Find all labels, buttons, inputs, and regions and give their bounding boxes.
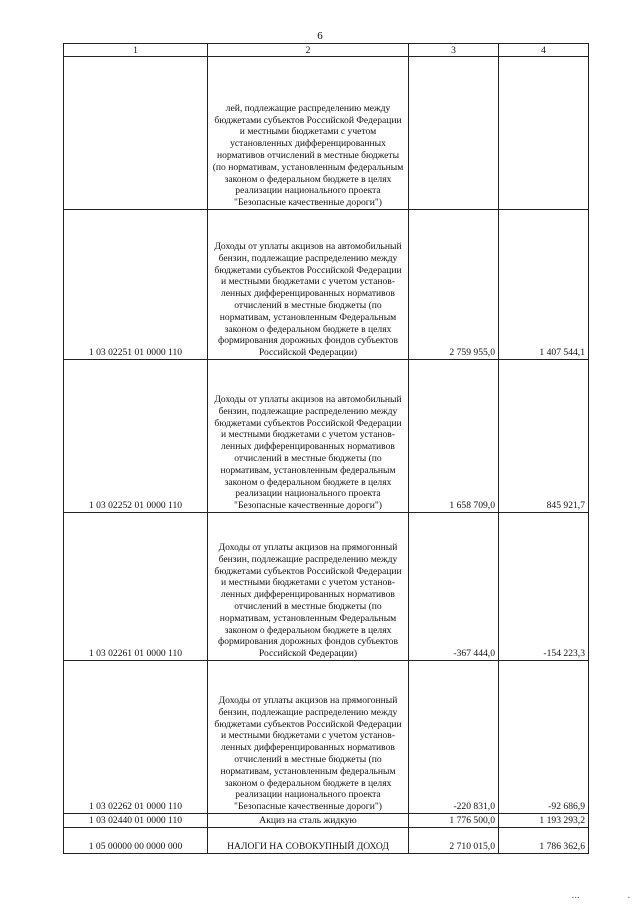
value-col3-cell: 1 658 709,0 — [409, 360, 499, 513]
description-cell: лей, подлежащие распределению между бюджетами субъектов Российской Федерации и местными бюджетами с учетом установленных дифференцированных нормативов отчислений в местные бюджеты (по нормативам, установленным федеральным законом о федеральном бюджете в целях реализации национального проекта "Безопасные качественные дороги") — [208, 57, 409, 210]
budget-table — [63, 43, 589, 854]
value-col3-cell: 1 776 500,0 — [409, 814, 499, 828]
table-row — [64, 828, 589, 854]
scan-dot-icon: ▪ — [628, 896, 630, 901]
budget-code-cell: 1 03 02251 01 0000 110 — [64, 210, 208, 360]
value-col4-cell: 1 193 293,2 — [499, 814, 589, 828]
description-cell: Доходы от уплаты акцизов на прямогонный бензин, подлежащие распределению между бюджетами субъектов Российской Федерации и местными бюджетами с учетом установленных дифференцированных нормативов отчислений в местные бюджеты (по нормативам, установленным федеральным законом о федеральном бюджете в целях реализации национального проекта "Безопасные качественные дороги") — [208, 661, 409, 814]
column-header: 1 — [64, 44, 208, 57]
value-col3-cell — [409, 57, 499, 210]
value-col3-cell: 2 710 015,0 — [409, 828, 499, 854]
value-col4-cell: 1 786 362,6 — [499, 828, 589, 854]
value-col3-cell: -367 444,0 — [409, 513, 499, 661]
value-col4-cell: 845 921,7 — [499, 360, 589, 513]
value-col4-cell — [499, 57, 589, 210]
description-cell: Доходы от уплаты акцизов на автомобильный бензин, подлежащие распределению между бюджетами субъектов Российской Федерации и местными бюджетами с учетом установленных дифференцированных нормативов отчислений в местные бюджеты (по нормативам, установленным федеральным законом о федеральном бюджете в целях реализации национального проекта "Безопасные качественные дороги") — [208, 360, 409, 513]
budget-code-cell — [64, 57, 208, 210]
description-cell: НАЛОГИ НА СОВОКУПНЫЙ ДОХОД — [208, 828, 409, 854]
page-number: 6 — [317, 30, 323, 42]
description-cell: Акциз на сталь жидкую — [208, 814, 409, 828]
value-col3-cell: -220 831,0 — [409, 661, 499, 814]
table-row — [64, 360, 589, 513]
budget-code-cell: 1 03 02440 01 0000 110 — [64, 814, 208, 828]
column-header: 3 — [409, 44, 499, 57]
value-col4-cell: -154 223,3 — [499, 513, 589, 661]
description-cell: Доходы от уплаты акцизов на автомобильный бензин, подлежащие распределению между бюджетами субъектов Российской Федерации и местными бюджетами с учетом установленных дифференцированных нормативов отчислений в местные бюджеты (по нормативам, установленным Федеральным законом о федеральном бюджете в целях формирования дорожных фондов субъектов Российской Федерации) — [208, 210, 409, 360]
column-header: 2 — [208, 44, 409, 57]
budget-code-cell: 1 05 00000 00 0000 000 — [64, 828, 208, 854]
scan-mark-icon: ▪▪▪ — [572, 896, 581, 901]
table-row — [64, 210, 589, 360]
value-col4-cell: 1 407 544,1 — [499, 210, 589, 360]
table-row — [64, 661, 589, 814]
table-row — [64, 57, 589, 210]
table-row — [64, 814, 589, 828]
table-header-row — [64, 44, 589, 57]
column-header: 4 — [499, 44, 589, 57]
description-cell: Доходы от уплаты акцизов на прямогонный бензин, подлежащие распределению между бюджетами субъектов Российской Федерации и местными бюджетами с учетом установленных дифференцированных нормативов отчислений в местные бюджеты (по нормативам, установленным Федеральным законом о федеральном бюджете в целях формирования дорожных фондов субъектов Российской Федерации) — [208, 513, 409, 661]
value-col3-cell: 2 759 955,0 — [409, 210, 499, 360]
budget-code-cell: 1 03 02252 01 0000 110 — [64, 360, 208, 513]
budget-code-cell: 1 03 02261 01 0000 110 — [64, 513, 208, 661]
table-row — [64, 513, 589, 661]
value-col4-cell: -92 686,9 — [499, 661, 589, 814]
budget-code-cell: 1 03 02262 01 0000 110 — [64, 661, 208, 814]
